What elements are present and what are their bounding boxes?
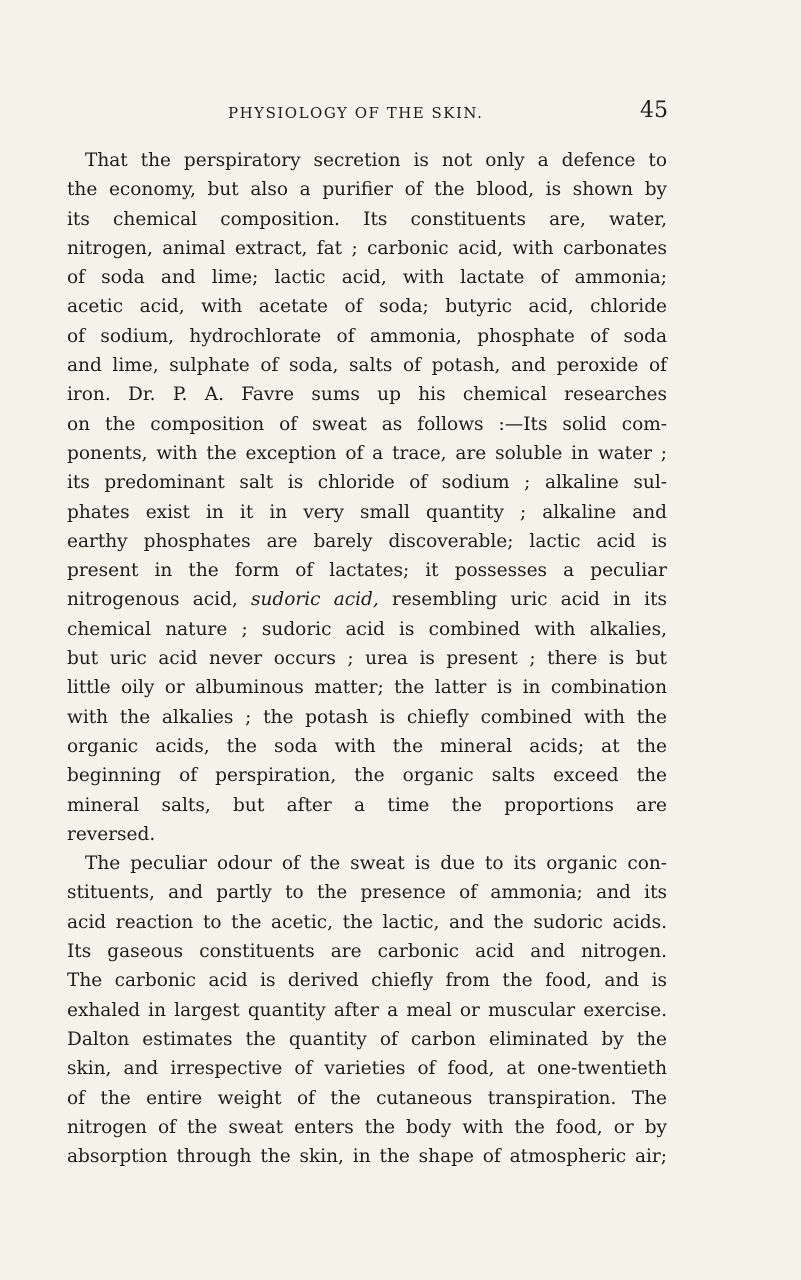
text-line: with the alkalies ; the potash is chiefly combined with the: [67, 706, 667, 728]
text-line: of soda and lime; lactic acid, with lactate of ammonia;: [67, 267, 667, 289]
text-line: acetic acid, with acetate of soda; butyric acid, chloride: [67, 296, 667, 318]
page-number: 45: [640, 98, 668, 123]
body-text: [67, 146, 667, 1171]
text-line: mineral salts, but after a time the proportions are: [67, 794, 667, 816]
text-line: nitrogenous acid, sudoric acid, resembling uric acid in its: [67, 589, 667, 611]
text-line: nitrogen, animal extract, fat ; carbonic acid, with carbonates: [67, 237, 667, 259]
text-line: The peculiar odour of the sweat is due to its organic con-: [85, 853, 667, 875]
running-head: PHYSIOLOGY OF THE SKIN.: [228, 104, 484, 122]
text-line: chemical nature ; sudoric acid is combined with alkalies,: [67, 618, 667, 640]
paragraph-2: [67, 849, 667, 1171]
text-line: Its gaseous constituents are carbonic acid and nitrogen.: [67, 941, 667, 963]
text-line: absorption through the skin, in the shape of atmospheric air;: [67, 1146, 667, 1168]
italic-term: sudoric acid,: [251, 589, 379, 611]
text-line: stituents, and partly to the presence of ammonia; and its: [67, 882, 667, 904]
text-line: acid reaction to the acetic, the lactic, and the sudoric acids.: [67, 911, 667, 933]
text-line: but uric acid never occurs ; urea is present ; there is but: [67, 648, 667, 670]
paragraph-1: [67, 146, 667, 849]
text-line: beginning of perspiration, the organic salts exceed the: [67, 765, 667, 787]
text-line: earthy phosphates are barely discoverable; lactic acid is: [67, 530, 667, 552]
text-line: on the composition of sweat as follows :—Its solid com-: [67, 413, 667, 435]
text-line: present in the form of lactates; it possesses a peculiar: [67, 560, 667, 582]
text-line: nitrogen of the sweat enters the body with the food, or by: [67, 1116, 667, 1138]
text-line: ponents, with the exception of a trace, are soluble in water ;: [67, 442, 667, 464]
text-line: phates exist in it in very small quantity ; alkaline and: [67, 501, 667, 523]
text-line: of sodium, hydrochlorate of ammonia, phosphate of soda: [67, 325, 667, 347]
text-line: The carbonic acid is derived chiefly from the food, and is: [67, 970, 667, 992]
text-line: reversed.: [67, 823, 156, 845]
text-line: its predominant salt is chloride of sodium ; alkaline sul-: [67, 472, 667, 494]
text-line: skin, and irrespective of varieties of food, at one-twentieth: [67, 1058, 667, 1080]
text-line: the economy, but also a purifier of the blood, is shown by: [67, 179, 667, 201]
text-line: little oily or albuminous matter; the latter is in combination: [67, 677, 667, 699]
text-line: iron. Dr. P. A. Favre sums up his chemical researches: [67, 384, 667, 406]
text-line: and lime, sulphate of soda, salts of potash, and peroxide of: [67, 355, 667, 377]
text-line: That the perspiratory secretion is not only a defence to: [85, 150, 667, 171]
text-line: organic acids, the soda with the mineral acids; at the: [67, 735, 667, 757]
text-line: Dalton estimates the quantity of carbon eliminated by the: [67, 1028, 667, 1050]
page-header: [0, 98, 801, 128]
text-line: its chemical composition. Its constituents are, water,: [67, 208, 667, 230]
text-line: of the entire weight of the cutaneous transpiration. The: [67, 1087, 667, 1109]
text-line: exhaled in largest quantity after a meal or muscular exercise.: [67, 999, 667, 1021]
